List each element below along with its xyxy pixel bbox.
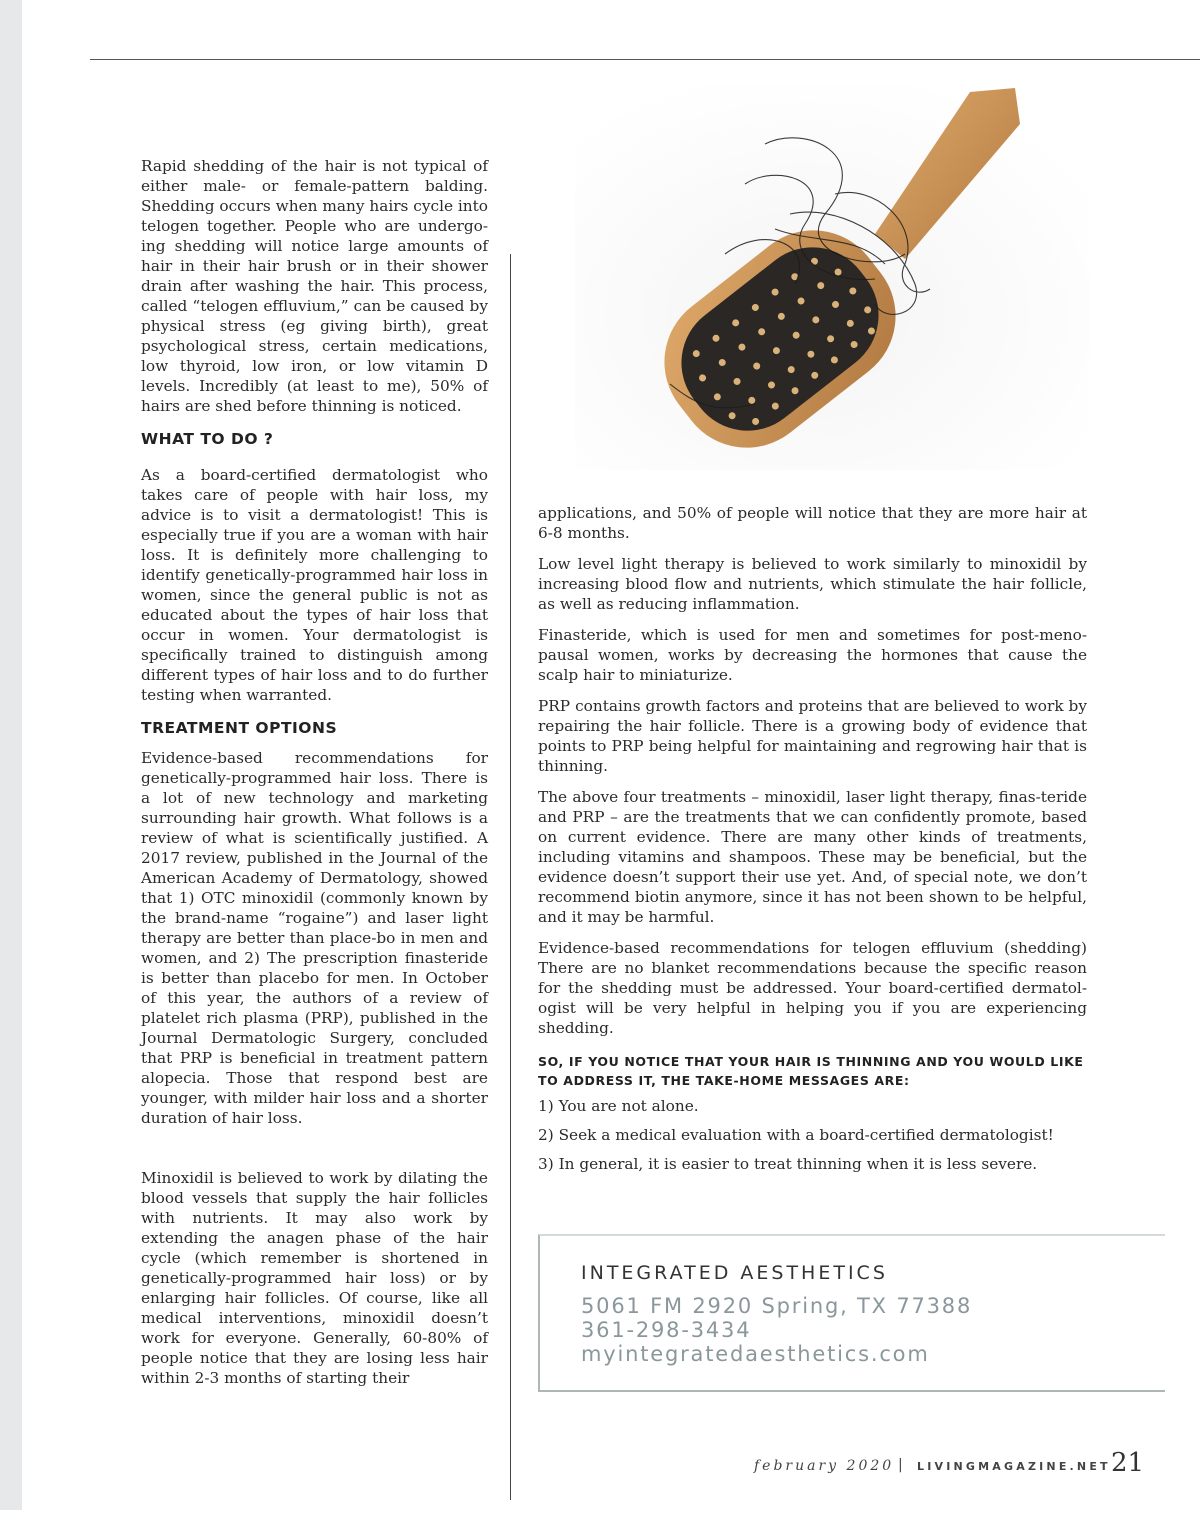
paragraph-prp: PRP contains growth factors and proteins that are believed to work by repairing the hair follicle. There is a growing body of evidence that points to PRP being helpful for maintaining and regrowing hair that is thinning. <box>538 697 1087 775</box>
paragraph-four-treatments: The above four treatments – minoxidil, laser light therapy, finas-teride and PRP – are the treatments that we can confidently promote, based on current evidence. There are many other kinds of treatments, including vitamins and shampoos. These may be beneficial, but the evidence doesn’t support their use yet. And, of special note, we don’t recommend biotin anymore, since it has not been shown to be helpful, and it may be harmful. <box>538 788 1087 926</box>
heading-treatment-options: TREATMENT OPTIONS <box>141 719 338 737</box>
column-divider <box>510 254 511 1500</box>
business-website-link[interactable]: myintegratedaesthetics.com <box>581 1342 930 1366</box>
footer-issue-date: february 2020 <box>754 1458 895 1474</box>
heading-what-to-do: WHAT TO DO ? <box>141 430 274 448</box>
footer-site-link[interactable]: LIVINGMAGAZINE.NET <box>917 1460 1111 1473</box>
business-name: INTEGRATED AESTHETICS <box>581 1262 888 1284</box>
right-column <box>538 503 1087 1183</box>
paragraph-laser-therapy: Low level light therapy is believed to work similarly to minoxidil by increasing blood flow and nutrients, which stimulate the hair follicle, as well as reducing inflammation. <box>538 555 1087 613</box>
contact-box <box>538 1234 1165 1392</box>
hairbrush-illustration <box>575 84 1089 470</box>
paragraph-treatment-options: Evidence-based recommendations for genetically-programmed hair loss. There is a lot of new technology and marketing surrounding hair growth. What follows is a review of what is scientifically justified. A 2017 review, published in the Journal of the American Academy of Dermatology, showed that 1) OTC minoxidil (commonly known by the brand-name “rogaine”) and laser light therapy are better than place-bo in men and women, and 2) The prescription finasteride is better than placebo for men. In October of this year, the authors of a review of platelet rich plasma (PRP), published in the Journal Dermatologic Surgery, concluded that PRP is beneficial in treatment pattern alopecia. Those that respond best are younger, with milder hair loss and a shorter duration of hair loss. <box>141 749 488 1127</box>
paragraph-what-to-do: As a board-certified dermatologist who takes care of people with hair loss, my advice is to visit a dermatologist! This is especially true if you are a woman with hair loss. It is definitely more challenging to identify genetically-programmed hair loss in women, since the general public is not as educated about the types of hair loss that occur in women. Your dermatologist is specifically trained to distinguish among different types of hair loss and to do further testing when warranted. <box>141 466 488 704</box>
page-number: 21 <box>1111 1448 1145 1478</box>
business-phone[interactable]: 361-298-3434 <box>581 1318 752 1342</box>
paragraph-telogen-effluvium: Evidence-based recommendations for telogen effluvium (shedding) There are no blanket recommendations because the specific reason for the shedding must be addressed. Your board-certified dermatol-ogist will be very helpful in helping you if you are experiencing shedding. <box>538 939 1087 1037</box>
business-address: 5061 FM 2920 Spring, TX 77388 <box>581 1294 973 1318</box>
heading-take-home: SO, IF YOU NOTICE THAT YOUR HAIR IS THINNING AND YOU WOULD LIKE TO ADDRESS IT, THE TAKE-HOME MESSAGES ARE: <box>538 1054 1084 1088</box>
paragraph-applications: applications, and 50% of people will notice that they are more hair at 6-8 months. <box>538 504 1087 542</box>
take-home-message-3: 3) In general, it is easier to treat thinning when it is less severe. <box>538 1155 1038 1173</box>
hairbrush-photo <box>575 84 1089 470</box>
take-home-message-2: 2) Seek a medical evaluation with a board-certified dermatologist! <box>538 1126 1054 1144</box>
footer-separator: | <box>898 1457 903 1473</box>
top-rule <box>90 59 1200 60</box>
paragraph-shedding: Rapid shedding of the hair is not typical of either male- or female-pattern balding. Shedding occurs when many hairs cycle into telogen together. People who are undergo-ing shedding will notice large amounts of hair in their hair brush or in their shower drain after washing the hair. This process, called “telogen effluvium,” can be caused by physical stress (eg giving birth), great psychological stress, certain medications, low thyroid, low iron, or low vitamin D levels. Incredibly (at least to me), 50% of hairs are shed before thinning is noticed. <box>141 157 488 415</box>
paragraph-minoxidil: Minoxidil is believed to work by dilating the blood vessels that supply the hair follicles with nutrients. It may also work by extending the anagen phase of the hair cycle (which remember is shortened in genetically-programmed hair loss) or by enlarging hair follicles. Of course, like all medical interventions, minoxidil doesn’t work for everyone. Generally, 60-80% of people notice that they are losing less hair within 2-3 months of starting their <box>141 1169 488 1387</box>
paragraph-finasteride: Finasteride, which is used for men and sometimes for post-meno-pausal women, works by decreasing the hormones that cause the scalp hair to miniaturize. <box>538 626 1087 684</box>
take-home-message-1: 1) You are not alone. <box>538 1097 699 1115</box>
page-edge-bar <box>0 0 22 1510</box>
left-column <box>141 156 488 416</box>
